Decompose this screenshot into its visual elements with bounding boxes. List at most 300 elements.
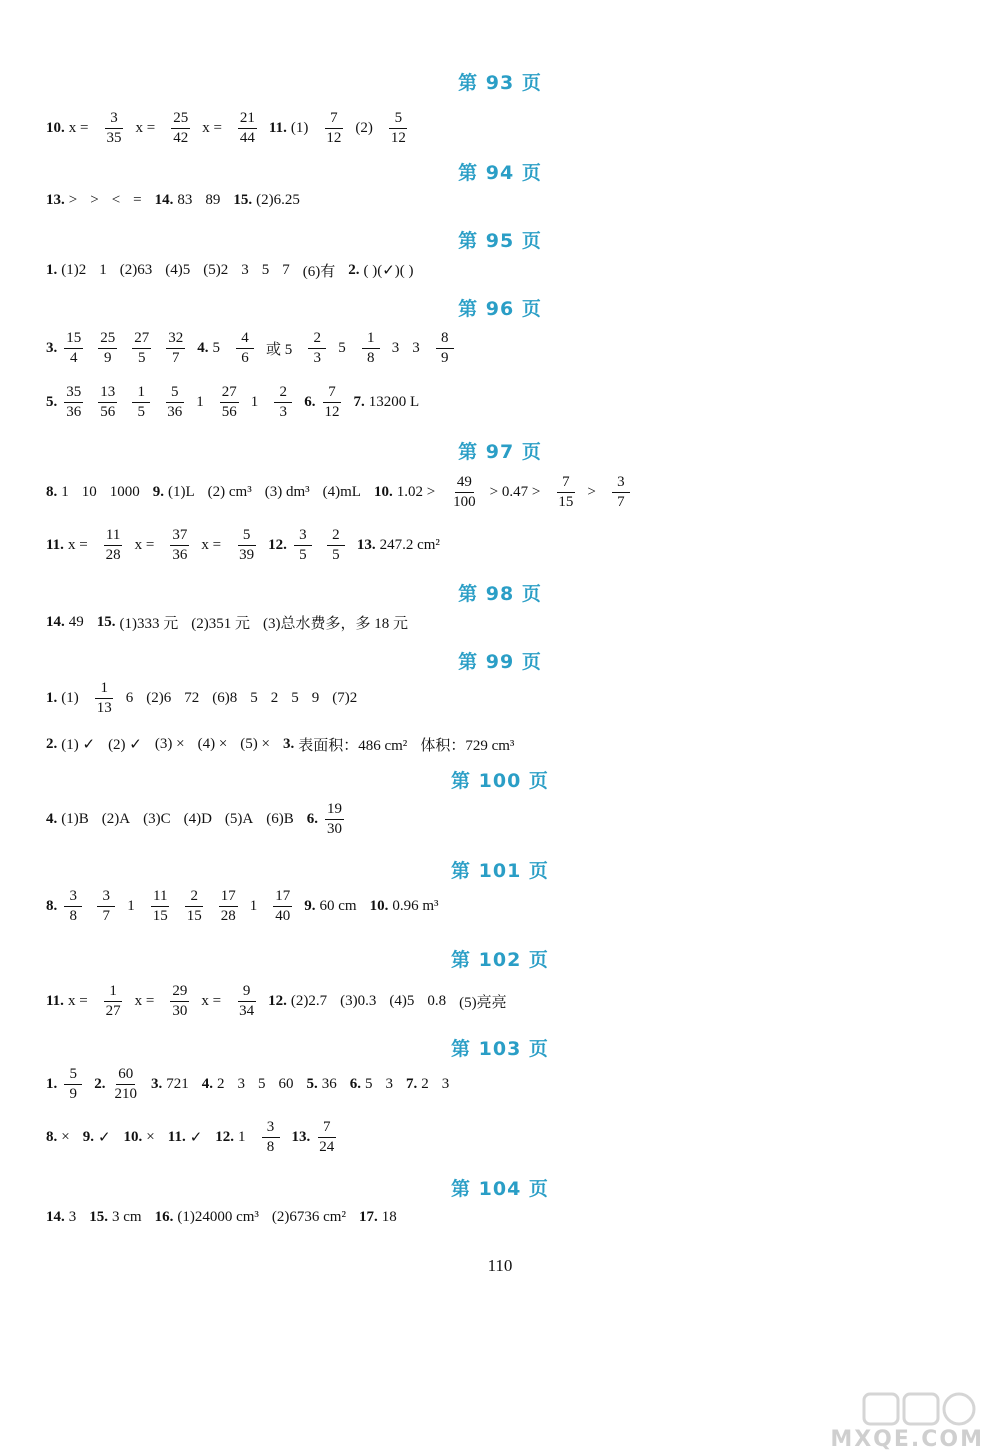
answer-text: (2)6.25 <box>256 191 300 208</box>
fraction-denominator: 8 <box>367 349 375 366</box>
answer-text: 1 <box>249 897 258 914</box>
fraction-numerator: 17 <box>273 889 292 907</box>
fraction-denominator: 3 <box>279 403 287 420</box>
fraction <box>308 331 326 366</box>
answer-text: (3) dm³ <box>264 483 310 500</box>
fraction <box>185 889 204 924</box>
answer-text: x = <box>201 992 222 1009</box>
question-number: 1. <box>46 689 58 706</box>
page-section-header: 第 104 页 <box>451 1178 549 1200</box>
answer-text: x = <box>67 536 88 553</box>
answer-text: > <box>587 483 596 500</box>
fraction-numerator: 8 <box>436 331 454 349</box>
question-number: 6. <box>349 1075 361 1092</box>
question-number: 11. <box>46 992 64 1009</box>
question-number: 9. <box>304 897 316 914</box>
fraction <box>132 385 150 420</box>
answer-text: 3 <box>412 339 420 356</box>
question-number: 6. <box>306 810 318 827</box>
fraction <box>273 889 292 924</box>
page-section-header: 第 99 页 <box>458 651 542 673</box>
fraction <box>236 331 254 366</box>
fraction-denominator: 7 <box>172 349 180 366</box>
question-number: 3. <box>282 735 295 752</box>
fraction-denominator: 56 <box>100 403 116 420</box>
answer-text: 83 <box>177 191 193 208</box>
fraction <box>294 528 312 563</box>
fraction-denominator: 36 <box>167 403 183 420</box>
answer-text: 1 <box>238 1128 246 1145</box>
fraction-denominator: 30 <box>326 820 342 837</box>
answer-text: (1)B <box>61 810 89 827</box>
answer-text: (5) × <box>240 735 270 752</box>
question-number: 3. <box>151 1075 163 1092</box>
answer-text: 10 <box>81 483 97 500</box>
answer-text: 5 <box>258 1075 266 1092</box>
fraction-numerator: 7 <box>323 385 341 403</box>
fraction <box>95 681 114 716</box>
fraction <box>325 802 344 837</box>
answer-text: x = <box>134 536 155 553</box>
page-number: 110 <box>487 1256 513 1275</box>
fraction-denominator: 7 <box>102 907 110 924</box>
answer-text: (1)24000 cm³ <box>177 1208 259 1225</box>
fraction-numerator: 11 <box>151 889 169 907</box>
answer-text: (2)6 <box>146 689 172 706</box>
answer-text: (5)A <box>224 810 254 827</box>
fraction-numerator: 1 <box>95 681 113 699</box>
fraction-denominator: 28 <box>105 546 121 563</box>
fraction-denominator: 8 <box>266 1138 275 1155</box>
question-number: 10. <box>123 1128 143 1145</box>
answer-text: 5 <box>365 1075 373 1092</box>
answer-text: 3 <box>237 1075 245 1092</box>
answer-text: (2)351 元 <box>191 615 250 632</box>
answer-text: (3)总水费多，多 18 元 <box>263 615 408 632</box>
fraction <box>104 984 123 1019</box>
answer-text: (7)2 <box>332 689 358 706</box>
answer-text: (1) <box>61 689 79 706</box>
answer-text: 1 <box>250 393 259 410</box>
fraction-numerator: 1 <box>362 331 380 349</box>
fraction <box>323 385 342 420</box>
answer-text: x = <box>135 119 156 136</box>
answer-text: (2)63 <box>119 261 153 278</box>
answer-text: 3 <box>385 1075 393 1092</box>
page-section-header: 第 97 页 <box>458 441 542 463</box>
fraction <box>166 331 185 366</box>
question-number: 3. <box>46 339 58 356</box>
answer-row <box>46 380 432 424</box>
fraction-denominator: 34 <box>239 1002 255 1019</box>
question-number: 4. <box>46 810 58 827</box>
fraction <box>389 111 408 146</box>
fraction <box>64 385 83 420</box>
answer-text: 2 <box>270 689 279 706</box>
page-section-header: 第 103 页 <box>451 1038 549 1060</box>
fraction-denominator: 36 <box>66 403 82 420</box>
answer-text: 5 <box>250 689 258 706</box>
answer-text: x = <box>67 992 88 1009</box>
fraction <box>113 1067 140 1102</box>
answer-text: 1 <box>127 897 135 914</box>
fraction-denominator: 5 <box>138 349 146 366</box>
fraction <box>97 889 115 924</box>
answer-row <box>46 722 527 766</box>
answer-text: 5 <box>212 339 220 356</box>
fraction-numerator: 49 <box>455 475 474 493</box>
fraction-numerator: 3 <box>262 1120 280 1138</box>
answer-text: (1)2 <box>61 261 87 278</box>
fraction-numerator: 1 <box>104 984 122 1002</box>
answer-text: ( )(✓)( ) <box>363 262 414 279</box>
fraction <box>556 475 575 510</box>
fraction-numerator: 1 <box>132 385 150 403</box>
fraction <box>362 331 380 366</box>
fraction <box>327 528 345 563</box>
fraction-denominator: 13 <box>96 699 112 716</box>
question-number: 11. <box>167 1128 186 1145</box>
answer-row <box>46 248 427 292</box>
fraction <box>64 889 82 924</box>
answer-text: 3 cm <box>112 1208 142 1225</box>
question-number: 2. <box>94 1075 106 1092</box>
answer-text: (3)0.3 <box>340 992 377 1009</box>
answer-text: (3)C <box>143 810 171 827</box>
fraction <box>170 984 189 1019</box>
question-number: 12. <box>268 992 287 1009</box>
fraction <box>171 111 190 146</box>
answer-text: × <box>146 1128 155 1145</box>
fraction-denominator: 15 <box>186 907 202 924</box>
question-number: 7. <box>353 393 365 410</box>
question-number: 15. <box>233 191 253 208</box>
answer-text: (4)5 <box>165 261 191 278</box>
answer-text: 6 <box>125 689 134 706</box>
question-number: 10. <box>46 119 65 136</box>
question-number: 10. <box>373 483 393 500</box>
fraction-numerator: 11 <box>104 528 122 546</box>
answer-text: x = <box>134 992 155 1009</box>
fraction <box>317 1120 336 1155</box>
answer-text: (6)B <box>266 810 294 827</box>
fraction <box>237 528 256 563</box>
fraction-numerator: 2 <box>185 889 203 907</box>
answer-text: 89 <box>205 191 221 208</box>
page-section-header: 第 95 页 <box>458 230 542 252</box>
fraction <box>262 1120 280 1155</box>
answer-text: x = <box>202 119 222 136</box>
answer-row <box>46 797 356 841</box>
answer-text: 60 cm <box>319 897 357 914</box>
fraction-numerator: 32 <box>166 331 185 349</box>
answer-text: 2 <box>217 1075 225 1092</box>
fraction-numerator: 9 <box>238 984 256 1002</box>
question-number: 1. <box>46 261 58 278</box>
question-number: 14. <box>46 613 65 630</box>
fraction <box>98 331 117 366</box>
answer-text: ✓ <box>97 1129 111 1146</box>
fraction-denominator: 40 <box>275 907 291 924</box>
answer-text: (4) × <box>197 735 228 752</box>
fraction-numerator: 13 <box>98 385 117 403</box>
fraction-numerator: 37 <box>170 528 189 546</box>
fraction-denominator: 9 <box>69 1085 77 1102</box>
answer-text: (6)有 <box>302 263 336 280</box>
fraction-numerator: 2 <box>327 528 345 546</box>
answer-text: < <box>111 191 121 208</box>
answer-text: (1)333 元 <box>119 615 179 632</box>
fraction-denominator: 27 <box>105 1002 121 1019</box>
answer-text: 247.2 cm² <box>379 536 440 553</box>
answer-text: (4)D <box>183 810 212 827</box>
fraction <box>220 385 239 420</box>
answer-text: (1)L <box>168 483 195 500</box>
answer-text: 表面积：486 cm² <box>298 737 408 754</box>
fraction-numerator: 5 <box>238 528 256 546</box>
answer-text: 18 <box>381 1208 397 1225</box>
answer-text: 3 <box>241 261 249 278</box>
question-number: 12. <box>268 536 287 553</box>
fraction <box>104 111 123 146</box>
fraction <box>165 385 184 420</box>
answer-text: (2)2.7 <box>290 992 328 1009</box>
answer-text: 5 <box>291 689 299 706</box>
fraction-numerator: 2 <box>308 331 326 349</box>
question-number: 2. <box>46 735 58 752</box>
question-number: 8. <box>46 483 58 500</box>
fraction-numerator: 60 <box>116 1067 135 1085</box>
page-section-header: 第 102 页 <box>451 949 549 971</box>
answer-text: 5 <box>261 261 270 278</box>
answer-row <box>46 979 520 1023</box>
answer-text: (2) <box>355 119 373 136</box>
answer-text: 1 <box>99 261 107 278</box>
answer-row <box>46 1115 348 1159</box>
question-number: 1. <box>46 1075 58 1092</box>
question-number: 8. <box>46 1128 58 1145</box>
answer-text: 1.02 > <box>396 483 436 500</box>
fraction <box>274 385 292 420</box>
answer-text: 9 <box>311 689 320 706</box>
fraction-numerator: 19 <box>325 802 344 820</box>
fraction-denominator: 28 <box>220 907 236 924</box>
fraction <box>219 889 238 924</box>
answer-text: (2)6736 cm² <box>271 1208 346 1225</box>
answer-text: (2) ✓ <box>108 736 142 753</box>
fraction <box>324 111 343 146</box>
fraction <box>151 889 170 924</box>
fraction-numerator: 3 <box>64 889 82 907</box>
answer-text: (4)5 <box>389 992 415 1009</box>
fraction-numerator: 3 <box>97 889 115 907</box>
page-section-header: 第 98 页 <box>458 583 542 605</box>
answer-row <box>46 676 370 720</box>
answer-row <box>46 1062 462 1106</box>
answer-text: > 0.47 > <box>489 483 541 500</box>
page-section-header: 第 96 页 <box>458 298 542 320</box>
fraction <box>451 475 478 510</box>
question-number: 5. <box>46 393 58 410</box>
answer-text: 1 <box>196 393 204 410</box>
answer-row <box>46 326 466 370</box>
fraction-numerator: 21 <box>238 111 257 129</box>
answer-text: 721 <box>166 1075 189 1092</box>
question-number: 12. <box>215 1128 235 1145</box>
fraction-denominator: 7 <box>617 493 625 510</box>
page-section-header: 第 94 页 <box>458 162 542 184</box>
fraction-numerator: 3 <box>105 111 123 129</box>
question-number: 10. <box>369 897 389 914</box>
fraction <box>436 331 454 366</box>
fraction-numerator: 5 <box>64 1067 82 1085</box>
fraction-numerator: 27 <box>132 331 151 349</box>
question-number: 4. <box>197 339 209 356</box>
answer-text: 0.96 m³ <box>392 897 439 914</box>
fraction-denominator: 9 <box>441 349 449 366</box>
fraction-denominator: 5 <box>137 403 145 420</box>
answer-text: (2)A <box>101 810 131 827</box>
answer-text: 1000 <box>109 483 140 500</box>
fraction <box>132 331 151 366</box>
question-number: 6. <box>304 393 316 410</box>
answer-row <box>46 178 313 222</box>
page-section-header: 第 100 页 <box>451 770 549 792</box>
answer-text: 体积：729 cm³ <box>420 737 515 754</box>
answer-text: (4)mL <box>322 483 361 500</box>
fraction-denominator: 210 <box>114 1085 137 1102</box>
fraction-denominator: 15 <box>558 493 574 510</box>
fraction-denominator: 8 <box>69 907 77 924</box>
question-number: 2. <box>348 261 360 278</box>
answer-text: (2) cm³ <box>207 483 252 500</box>
fraction-numerator: 5 <box>389 111 407 129</box>
fraction-numerator: 15 <box>64 331 83 349</box>
question-number: 14. <box>46 1208 65 1225</box>
answer-text: 60 <box>278 1075 294 1092</box>
fraction-numerator: 5 <box>166 385 184 403</box>
question-number: 9. <box>152 483 164 500</box>
fraction-denominator: 4 <box>70 349 78 366</box>
answer-text: 36 <box>321 1075 337 1092</box>
fraction <box>64 1067 82 1102</box>
fraction <box>98 385 117 420</box>
fraction-denominator: 5 <box>299 546 307 563</box>
question-number: 13. <box>291 1128 311 1145</box>
fraction-denominator: 35 <box>106 129 122 146</box>
fraction-denominator: 24 <box>319 1138 335 1155</box>
answer-text: 或 5 <box>266 341 293 358</box>
question-number: 11. <box>268 119 287 136</box>
fraction-numerator: 29 <box>170 984 189 1002</box>
fraction-denominator: 9 <box>104 349 112 366</box>
fraction-numerator: 7 <box>318 1120 336 1138</box>
fraction-denominator: 15 <box>152 907 168 924</box>
answer-text: ✓ <box>189 1129 203 1146</box>
fraction-numerator: 27 <box>220 385 239 403</box>
answer-text: (5)2 <box>203 261 229 278</box>
question-number: 16. <box>154 1208 174 1225</box>
fraction <box>612 475 630 510</box>
answer-text: 3 <box>441 1075 450 1092</box>
fraction <box>237 984 256 1019</box>
question-number: 15. <box>89 1208 108 1225</box>
fraction-numerator: 2 <box>274 385 292 403</box>
fraction-numerator: 17 <box>219 889 238 907</box>
answer-row <box>46 470 642 514</box>
answer-text: (1) <box>290 119 309 136</box>
answer-text: > <box>90 191 99 208</box>
question-number: 4. <box>201 1075 213 1092</box>
answer-text: 3 <box>391 339 400 356</box>
answer-text: 0.8 <box>427 992 447 1009</box>
answer-row <box>46 600 421 644</box>
fraction-denominator: 3 <box>313 349 322 366</box>
fraction-denominator: 12 <box>390 129 406 146</box>
fraction <box>170 528 189 563</box>
answer-text: (5)亮亮 <box>459 994 507 1011</box>
answer-text: 5 <box>338 339 346 356</box>
fraction-denominator: 39 <box>239 546 255 563</box>
question-number: 14. <box>154 191 174 208</box>
question-number: 5. <box>306 1075 318 1092</box>
answer-text: 72 <box>184 689 200 706</box>
fraction-denominator: 100 <box>453 493 476 510</box>
question-number: 11. <box>46 536 64 553</box>
fraction-denominator: 30 <box>172 1002 188 1019</box>
answer-text: 7 <box>282 261 290 278</box>
answer-text: x = <box>68 119 89 136</box>
fraction-denominator: 44 <box>239 129 255 146</box>
fraction <box>64 331 83 366</box>
fraction-numerator: 25 <box>98 331 117 349</box>
fraction <box>238 111 257 146</box>
answer-row <box>46 1195 410 1239</box>
question-number: 13. <box>46 191 65 208</box>
answer-text: > <box>68 191 78 208</box>
fraction-denominator: 36 <box>172 546 188 563</box>
question-number: 8. <box>46 897 58 914</box>
page-section-header: 第 93 页 <box>458 72 542 94</box>
answer-text: (1) ✓ <box>61 736 96 753</box>
answer-text: 1 <box>61 483 69 500</box>
answer-text: 3 <box>68 1208 77 1225</box>
fraction-denominator: 12 <box>324 403 340 420</box>
answer-text: (3) × <box>154 735 185 752</box>
fraction-denominator: 42 <box>173 129 189 146</box>
answer-text: x = <box>201 536 222 553</box>
fraction-numerator: 35 <box>64 385 83 403</box>
question-number: 17. <box>358 1208 378 1225</box>
fraction-numerator: 3 <box>294 528 312 546</box>
answer-row <box>46 884 452 928</box>
fraction-numerator: 4 <box>236 331 254 349</box>
answer-text: 2 <box>421 1075 429 1092</box>
answer-text: 13200 L <box>368 393 420 410</box>
answer-row <box>46 106 420 150</box>
answer-text: 49 <box>68 613 84 630</box>
fraction-denominator: 12 <box>326 129 342 146</box>
fraction <box>104 528 123 563</box>
watermark-text: MXQE.COM <box>830 1427 984 1452</box>
fraction-denominator: 5 <box>332 546 340 563</box>
page-section-header: 第 101 页 <box>451 860 549 882</box>
question-number: 7. <box>406 1075 418 1092</box>
watermark-logo <box>754 1392 984 1452</box>
fraction-numerator: 7 <box>557 475 575 493</box>
answer-text: × <box>61 1128 70 1145</box>
answer-text: (6)8 <box>212 689 238 706</box>
